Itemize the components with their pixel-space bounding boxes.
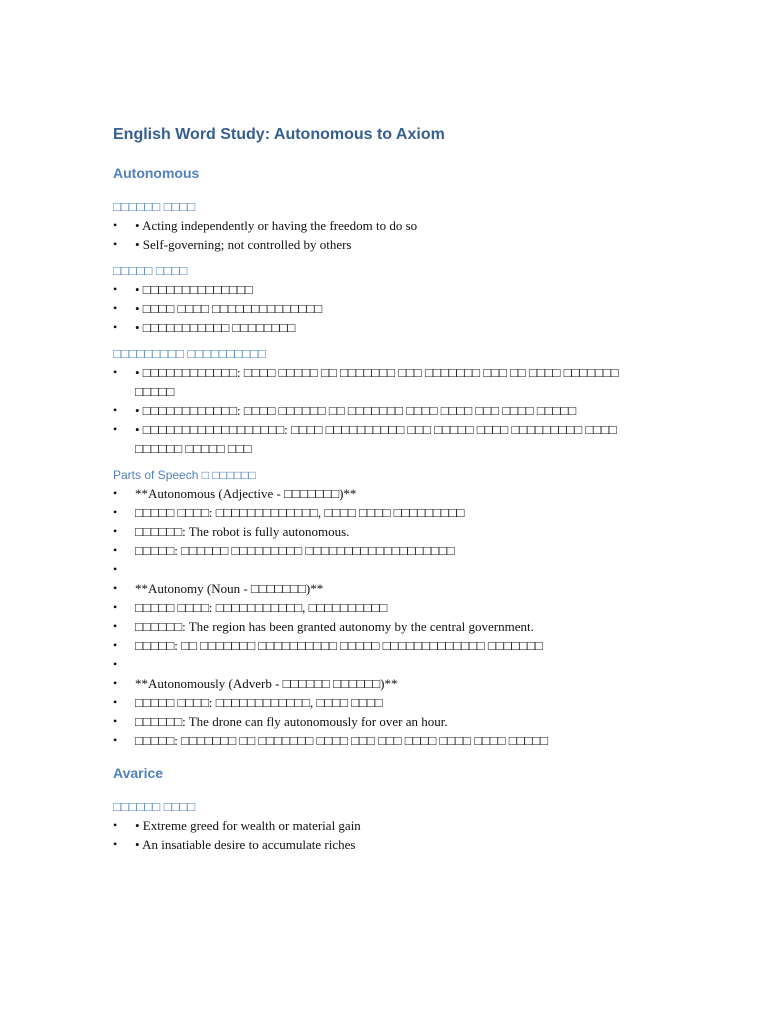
list-item: • • Acting independently or having the freedom to do so <box>113 218 418 233</box>
meaning-list-english <box>113 216 653 254</box>
bullet-icon: • <box>113 600 118 614</box>
meaning-list-english <box>113 816 653 854</box>
bullet-icon: • <box>113 733 118 747</box>
bullet-icon: • <box>113 581 118 595</box>
section-heading-parts-of-speech: Parts of Speech □ □□□□□□ <box>113 468 256 482</box>
bullet-icon: • <box>113 237 118 251</box>
section-heading-meaning-english: □□□□□□ □□□□ <box>113 199 196 214</box>
bullet-icon: • <box>113 837 118 851</box>
list-item: • **Autonomous (Adjective - □□□□□□□)** <box>113 486 357 501</box>
section-heading-meaning-native: □□□□□ □□□□ <box>113 263 188 278</box>
list-item: • • □□□□ □□□□ □□□□□□□□□□□□□□ <box>113 301 323 316</box>
list-item: • **Autonomously (Adverb - □□□□□□ □□□□□□)** <box>113 676 398 691</box>
bullet-icon: • <box>113 676 118 690</box>
document-title: English Word Study: Autonomous to Axiom <box>113 126 445 143</box>
list-item <box>113 655 653 674</box>
word-entry-avarice <box>113 763 653 854</box>
examples-list <box>113 363 653 458</box>
word-heading: Avarice <box>113 765 164 781</box>
list-item: • □□□□□: □□□□□□ □□□□□□□□□ □□□□□□□□□□□□□□□□□□□ <box>113 543 455 558</box>
section-heading-meaning-english: □□□□□□ □□□□ <box>113 799 196 814</box>
list-item: • • □□□□□□□□□□□□: □□□□ □□□□□□ □□ □□□□□□□ □□□□ □□□□ □□□ □□□□ □□□□□ <box>113 403 577 418</box>
list-item: • □□□□□ □□□□: □□□□□□□□□□□□, □□□□ □□□□ <box>113 695 383 710</box>
bullet-icon: • <box>113 422 118 436</box>
list-item: • □□□□□: □□□□□□□ □□ □□□□□□□ □□□□ □□□ □□□ □□□□ □□□□ □□□□ □□□□□ <box>113 733 549 748</box>
list-item: • □□□□□ □□□□: □□□□□□□□□□□, □□□□□□□□□□ <box>113 600 388 615</box>
bullet-icon: • <box>113 543 118 557</box>
list-item <box>113 560 653 579</box>
bullet-icon: • <box>113 486 118 500</box>
bullet-icon: • <box>113 365 118 379</box>
bullet-icon: • <box>113 218 118 232</box>
bullet-icon: • <box>113 619 118 633</box>
list-item: • • Self-governing; not controlled by others <box>113 237 352 252</box>
list-item: • **Autonomy (Noun - □□□□□□□)** <box>113 581 324 596</box>
bullet-icon: • <box>113 282 118 296</box>
bullet-icon: • <box>113 657 118 671</box>
list-item: • □□□□□□: The region has been granted autonomy by the central government. <box>113 619 534 634</box>
section-heading-examples: □□□□□□□□□ □□□□□□□□□□ <box>113 346 266 361</box>
bullet-icon: • <box>113 638 118 652</box>
list-item: • □□□□□□: The drone can fly autonomously for over an hour. <box>113 714 448 729</box>
bullet-icon: • <box>113 320 118 334</box>
bullet-icon: • <box>113 301 118 315</box>
bullet-icon: • <box>113 818 118 832</box>
word-heading: Autonomous <box>113 165 200 181</box>
word-entry-autonomous <box>113 163 653 750</box>
list-item: • • □□□□□□□□□□□□: □□□□ □□□□□ □□ □□□□□□□ □□□ □□□□□□□ □□□ □□ □□□□ □□□□□□□ □□□□□ <box>113 365 619 399</box>
bullet-icon: • <box>113 524 118 538</box>
bullet-icon: • <box>113 403 118 417</box>
list-item: • • An insatiable desire to accumulate riches <box>113 837 356 852</box>
list-item: • □□□□□ □□□□: □□□□□□□□□□□□□, □□□□ □□□□ □□□□□□□□□ <box>113 505 465 520</box>
bullet-icon: • <box>113 505 118 519</box>
list-item: • • Extreme greed for wealth or material gain <box>113 818 361 833</box>
list-item: • • □□□□□□□□□□□ □□□□□□□□ <box>113 320 296 335</box>
list-item: • • □□□□□□□□□□□□□□□□□□: □□□□ □□□□□□□□□□ □□□ □□□□□ □□□□ □□□□□□□□□ □□□□ □□□□□□ □□□□□ □□□ <box>113 422 617 456</box>
parts-of-speech-list <box>113 484 653 750</box>
bullet-icon: • <box>113 562 118 576</box>
list-item: • • □□□□□□□□□□□□□□ <box>113 282 253 297</box>
list-item: • □□□□□□: The robot is fully autonomous. <box>113 524 350 539</box>
meaning-list-native <box>113 280 653 337</box>
bullet-icon: • <box>113 695 118 709</box>
document-page <box>113 124 653 859</box>
bullet-icon: • <box>113 714 118 728</box>
list-item: • □□□□□: □□ □□□□□□□ □□□□□□□□□□ □□□□□ □□□□□□□□□□□□□ □□□□□□□ <box>113 638 543 653</box>
